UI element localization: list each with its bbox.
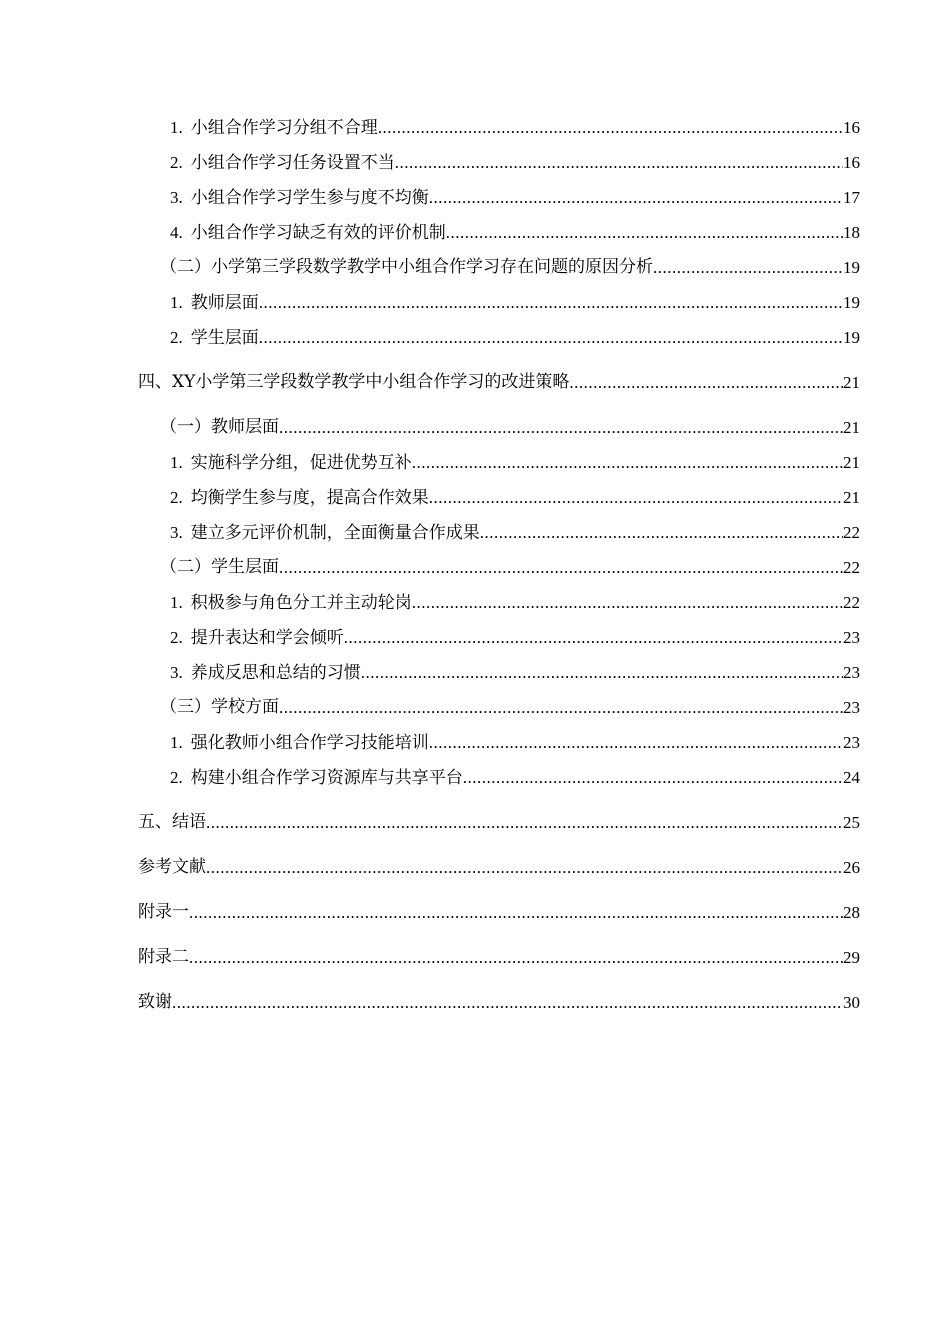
toc-dot-leader — [480, 515, 843, 550]
toc-page-number: 30 — [843, 993, 860, 1012]
toc-entry-title — [170, 320, 259, 356]
toc-entry-title — [170, 285, 259, 321]
toc-dot-leader — [206, 850, 843, 885]
toc-entry-number: 2. — [170, 327, 183, 347]
toc-entry[interactable] — [138, 725, 860, 760]
toc-entry-text: 积极参与角色分工并主动轮岗 — [190, 592, 412, 613]
toc-entry-title — [170, 620, 344, 656]
toc-dot-leader — [259, 285, 843, 320]
toc-dot-leader — [569, 365, 843, 400]
toc-entry[interactable] — [138, 760, 860, 795]
toc-entry-number: 3. — [170, 187, 183, 207]
toc-entry-text: 建立多元评价机制，全面衡量合作成果 — [190, 522, 480, 543]
toc-page-number: 16 — [843, 118, 860, 137]
toc-entry-text: 均衡学生参与度，提高合作效果 — [190, 487, 429, 508]
toc-entry[interactable] — [138, 365, 860, 400]
toc-entry-text: 构建小组合作学习资源库与共享平台 — [190, 767, 463, 788]
toc-page-number: 23 — [843, 733, 860, 752]
toc-entry-title: 五、结语 — [138, 812, 206, 832]
toc-entry[interactable] — [138, 250, 860, 285]
toc-entry-text: 小组合作学习学生参与度不均衡 — [190, 187, 429, 208]
toc-page-number: 25 — [843, 813, 860, 832]
toc-entry-title — [170, 480, 429, 516]
toc-entry-number: 2. — [170, 627, 183, 647]
toc-entry[interactable] — [138, 655, 860, 690]
toc-entry-title — [170, 725, 429, 761]
toc-dot-leader — [378, 110, 843, 145]
toc-entry-text: 实施科学分组，促进优势互补 — [190, 452, 412, 473]
toc-entry[interactable] — [138, 515, 860, 550]
toc-page-number: 22 — [843, 593, 860, 612]
toc-dot-leader — [412, 445, 843, 480]
toc-entry[interactable] — [138, 940, 860, 975]
toc-dot-leader — [279, 550, 843, 585]
toc-page-number: 23 — [843, 698, 860, 717]
toc-entry-number: 4. — [170, 222, 183, 242]
toc-entry[interactable] — [138, 410, 860, 445]
toc-entry-title — [170, 110, 378, 146]
toc-page-number: 21 — [843, 418, 860, 437]
toc-entry[interactable] — [138, 550, 860, 585]
toc-entry-title: 致谢 — [138, 992, 172, 1012]
toc-entry-title: （二）学生层面 — [160, 557, 279, 577]
toc-entry[interactable] — [138, 620, 860, 655]
toc-page-number: 19 — [843, 328, 860, 347]
toc-dot-leader — [446, 215, 843, 250]
toc-entry-number: 1. — [170, 592, 183, 612]
toc-entry-number: 1. — [170, 117, 183, 137]
toc-entry-number: 2. — [170, 487, 183, 507]
toc-entry-title: 参考文献 — [138, 857, 206, 877]
toc-entry-text: 提升表达和学会倾听 — [190, 627, 344, 648]
toc-dot-leader — [344, 620, 843, 655]
toc-dot-leader — [189, 940, 843, 975]
toc-entry-title — [170, 180, 429, 216]
toc-entry-number: 1. — [170, 732, 183, 752]
toc-entry-text: 小组合作学习任务设置不当 — [190, 152, 395, 173]
toc-page-number: 17 — [843, 188, 860, 207]
toc-entry[interactable] — [138, 895, 860, 930]
toc-page-number: 19 — [843, 258, 860, 277]
toc-entry-title: （三）学校方面 — [160, 697, 279, 717]
toc-entry-title: 附录一 — [138, 902, 189, 922]
toc-entry[interactable] — [138, 805, 860, 840]
toc-page-number: 18 — [843, 223, 860, 242]
toc-entry-text: 学生层面 — [190, 327, 259, 348]
toc-entry[interactable] — [138, 445, 860, 480]
toc-dot-leader — [259, 320, 843, 355]
toc-entry-number: 3. — [170, 662, 183, 682]
toc-entry-title — [170, 655, 361, 691]
toc-dot-leader — [206, 805, 843, 840]
toc-dot-leader — [429, 180, 843, 215]
toc-dot-leader — [279, 410, 843, 445]
toc-page-number: 16 — [843, 153, 860, 172]
toc-entry[interactable] — [138, 180, 860, 215]
toc-dot-leader — [653, 250, 843, 285]
toc-entry-text: 教师层面 — [190, 292, 259, 313]
toc-entry-title — [170, 145, 395, 181]
toc-dot-leader — [395, 145, 843, 180]
toc-page-number: 24 — [843, 768, 860, 787]
toc-entry[interactable] — [138, 480, 860, 515]
toc-entry-number: 1. — [170, 292, 183, 312]
toc-entry-title — [170, 585, 412, 621]
toc-page-number: 22 — [843, 558, 860, 577]
toc-page-number: 21 — [843, 453, 860, 472]
toc-dot-leader — [429, 725, 843, 760]
toc-entry-title — [170, 445, 412, 481]
toc-entry-title: 附录二 — [138, 947, 189, 967]
toc-entry-text: 小组合作学习缺乏有效的评价机制 — [190, 222, 446, 243]
toc-entry[interactable] — [138, 215, 860, 250]
toc-page-number: 23 — [843, 663, 860, 682]
toc-entry-title: （一）教师层面 — [160, 417, 279, 437]
toc-entry[interactable] — [138, 110, 860, 145]
toc-entry[interactable] — [138, 285, 860, 320]
toc-entry-number: 2. — [170, 767, 183, 787]
toc-entry-title — [170, 215, 446, 251]
toc-entry-title — [170, 515, 480, 551]
toc-page-number: 29 — [843, 948, 860, 967]
toc-dot-leader — [412, 585, 843, 620]
toc-entry-number: 3. — [170, 522, 183, 542]
toc-entry-number: 2. — [170, 152, 183, 172]
table-of-contents — [138, 110, 860, 1020]
toc-entry[interactable] — [138, 320, 860, 355]
toc-page-number: 26 — [843, 858, 860, 877]
toc-page-number: 21 — [843, 488, 860, 507]
toc-entry-title: （二）小学第三学段数学教学中小组合作学习存在问题的原因分析 — [160, 257, 653, 277]
toc-entry-text: 养成反思和总结的习惯 — [190, 662, 361, 683]
toc-entry[interactable] — [138, 145, 860, 180]
toc-entry-number: 1. — [170, 452, 183, 472]
toc-entry[interactable] — [138, 985, 860, 1020]
toc-dot-leader — [172, 985, 843, 1020]
toc-dot-leader — [279, 690, 843, 725]
toc-dot-leader — [429, 480, 843, 515]
toc-page-number: 28 — [843, 903, 860, 922]
toc-dot-leader — [189, 895, 843, 930]
toc-entry-title — [170, 760, 463, 796]
toc-dot-leader — [361, 655, 843, 690]
toc-entry-text: 小组合作学习分组不合理 — [190, 117, 378, 138]
toc-dot-leader — [463, 760, 843, 795]
toc-page-number: 23 — [843, 628, 860, 647]
toc-entry[interactable] — [138, 690, 860, 725]
toc-entry[interactable] — [138, 585, 860, 620]
toc-entry-text: 强化教师小组合作学习技能培训 — [190, 732, 429, 753]
toc-page-number: 19 — [843, 293, 860, 312]
toc-page-number: 21 — [843, 373, 860, 392]
toc-entry-title: 四、XY小学第三学段数学教学中小组合作学习的改进策略 — [138, 372, 570, 392]
toc-page-number: 22 — [843, 523, 860, 542]
toc-entry[interactable] — [138, 850, 860, 885]
